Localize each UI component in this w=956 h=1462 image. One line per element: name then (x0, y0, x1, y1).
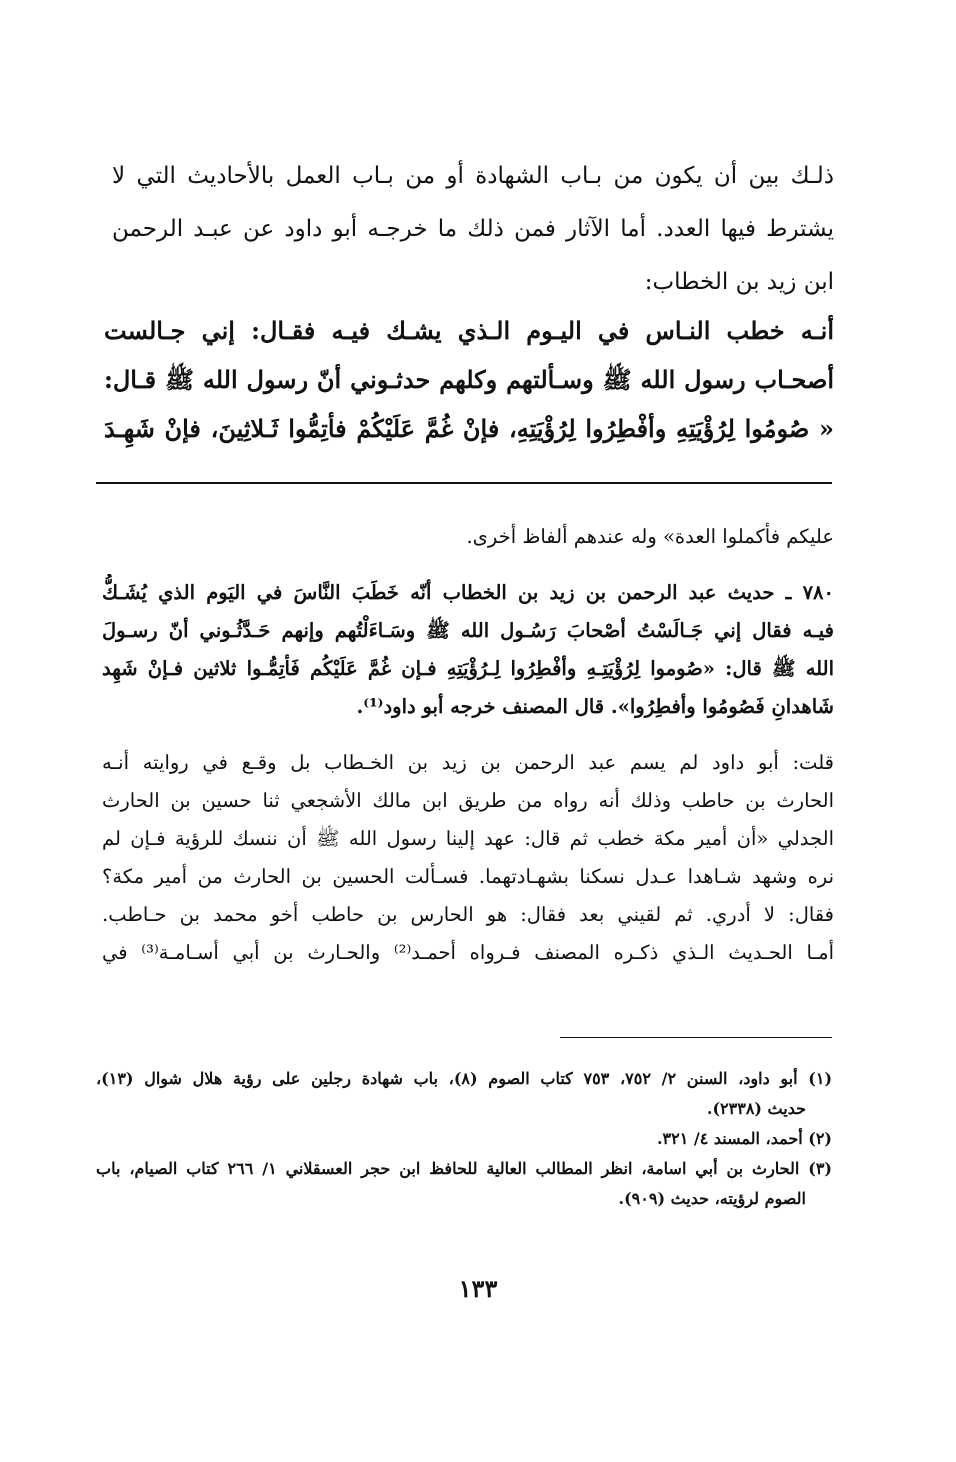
commentary-line: عليكم فأكملوا العدة» وله عندهم ألفاظ أخرى. (466, 525, 834, 548)
hadith-line: الله ﷺ قال: «صُوموا لِرُؤْيَتِـهِ وأفْطِرُوا لِـرُؤْيَتِهِ فـإن غُمَّ عَلَيْكُم فَأتِمُّـوا ثلاثين فـإنْ شَهِد (102, 657, 834, 680)
commentary-line: فقال: لا أدري. ثم لقيني بعد فقال: هو الحارس بن حاطب أخو محمد بن حـاطب. (102, 903, 834, 926)
footnote-line: حديث (٢٣٣٨). (706, 1099, 806, 1118)
quote-line: أصحـاب رسول الله ﷺ وسـألتهم وكلهم حدثـوني أنّ رسول الله ﷺ قـال: (104, 365, 834, 394)
commentary-section (102, 518, 834, 972)
footnote-line: الصوم لرؤيته، حديث (٩٠٩). (618, 1189, 806, 1208)
footnote-line: (١) أبو داود، السنن ٢/ ٧٥٢، ٧٥٣ كتاب الصوم (٨)، باب شهادة رجلين على رؤية هلال شوال (١٣)، (96, 1069, 832, 1088)
page-number: ١٣٣ (458, 1274, 498, 1303)
hadith-line: ٧٨٠ ـ حديث عبد الرحمن بن زيد بن الخطاب أنّه خَطَبَ النَّاسَ في اليَوم الذي يُشَـكُّ (102, 581, 834, 604)
intro-paragraph (112, 150, 834, 309)
commentary-line: الحارث بن حاطب وذلك أنه رواه من طريق ابن مالك الأشجعي ثنا حسين بن الحارث (102, 789, 834, 812)
main-quote (104, 306, 834, 453)
commentary-line: قلت: أبو داود لم يسم عبد الرحمن بن زيد بن الخـطاب بل وقـع في روايته أنـه (102, 751, 834, 774)
hadith-780 (102, 574, 834, 726)
text-line: ابن زيد بن الخطاب: (644, 269, 834, 295)
text-line: يشترط فيها العدد. أما الآثار فمن ذلك ما خرجـه أبو داود عن عبـد الرحمن (112, 216, 834, 242)
footnote-divider (560, 1037, 832, 1038)
commentary-line: أمـا الحـديث الـذي ذكـره المصنف فـرواه أحمـد⁽²⁾ والحـارث بن أبي أسـامـة⁽³⁾ في (102, 941, 834, 964)
quote-line: أنـه خطب النـاس في اليـوم الـذي يشـك فيـه فقـال: إني جـالست (104, 316, 834, 345)
text-line: ذلـك بين أن يكون من بـاب الشهادة أو من بـاب العمل بالأحاديث التي لا (112, 163, 834, 189)
footnote-line: (٣) الحارث بن أبي اسامة، انظر المطالب العالية للحافظ ابن حجر العسقلاني ١/ ٢٦٦ كتاب الصيام، باب (96, 1159, 832, 1178)
commentary-line: الجدلي «أن أمير مكة خطب ثم قال: عهد إلينا رسول الله ﷺ أن ننسك للرؤية فـإن لم (102, 827, 834, 850)
main-text-divider (96, 482, 832, 484)
quote-line: « صُومُوا لِرُؤْيَتِهِ وأفْطِرُوا لِرُؤْيَتِهِ، فإنْ غُمَّ عَلَيْكُمْ فأتِمُّوا ثَـلاثِينَ، فإنْ شَهِـدَ (104, 414, 834, 443)
commentary-line: نره وشهد شـاهدا عـدل نسكنا بشهـادتهما. فسـألت الحسين بن الحارث من أمير مكة؟ (102, 865, 834, 888)
footnote-line: (٢) أحمد، المسند ٤/ ٣٢١. (656, 1129, 832, 1148)
hadith-line: فيـه فقال إني جَـالَسْتُ أصْحابَ رَسُـول الله ﷺ وسَـاءَلْتُهم وإنهم حَـدَّثُـوني أنّ رسـولَ (102, 619, 834, 642)
hadith-line: شَاهدانِ فَصُومُوا وأفطِرُوا». قال المصنف خرجه أبو داود⁽¹⁾. (356, 695, 834, 718)
footnotes (96, 1064, 832, 1214)
commentary-paragraph (102, 744, 834, 972)
